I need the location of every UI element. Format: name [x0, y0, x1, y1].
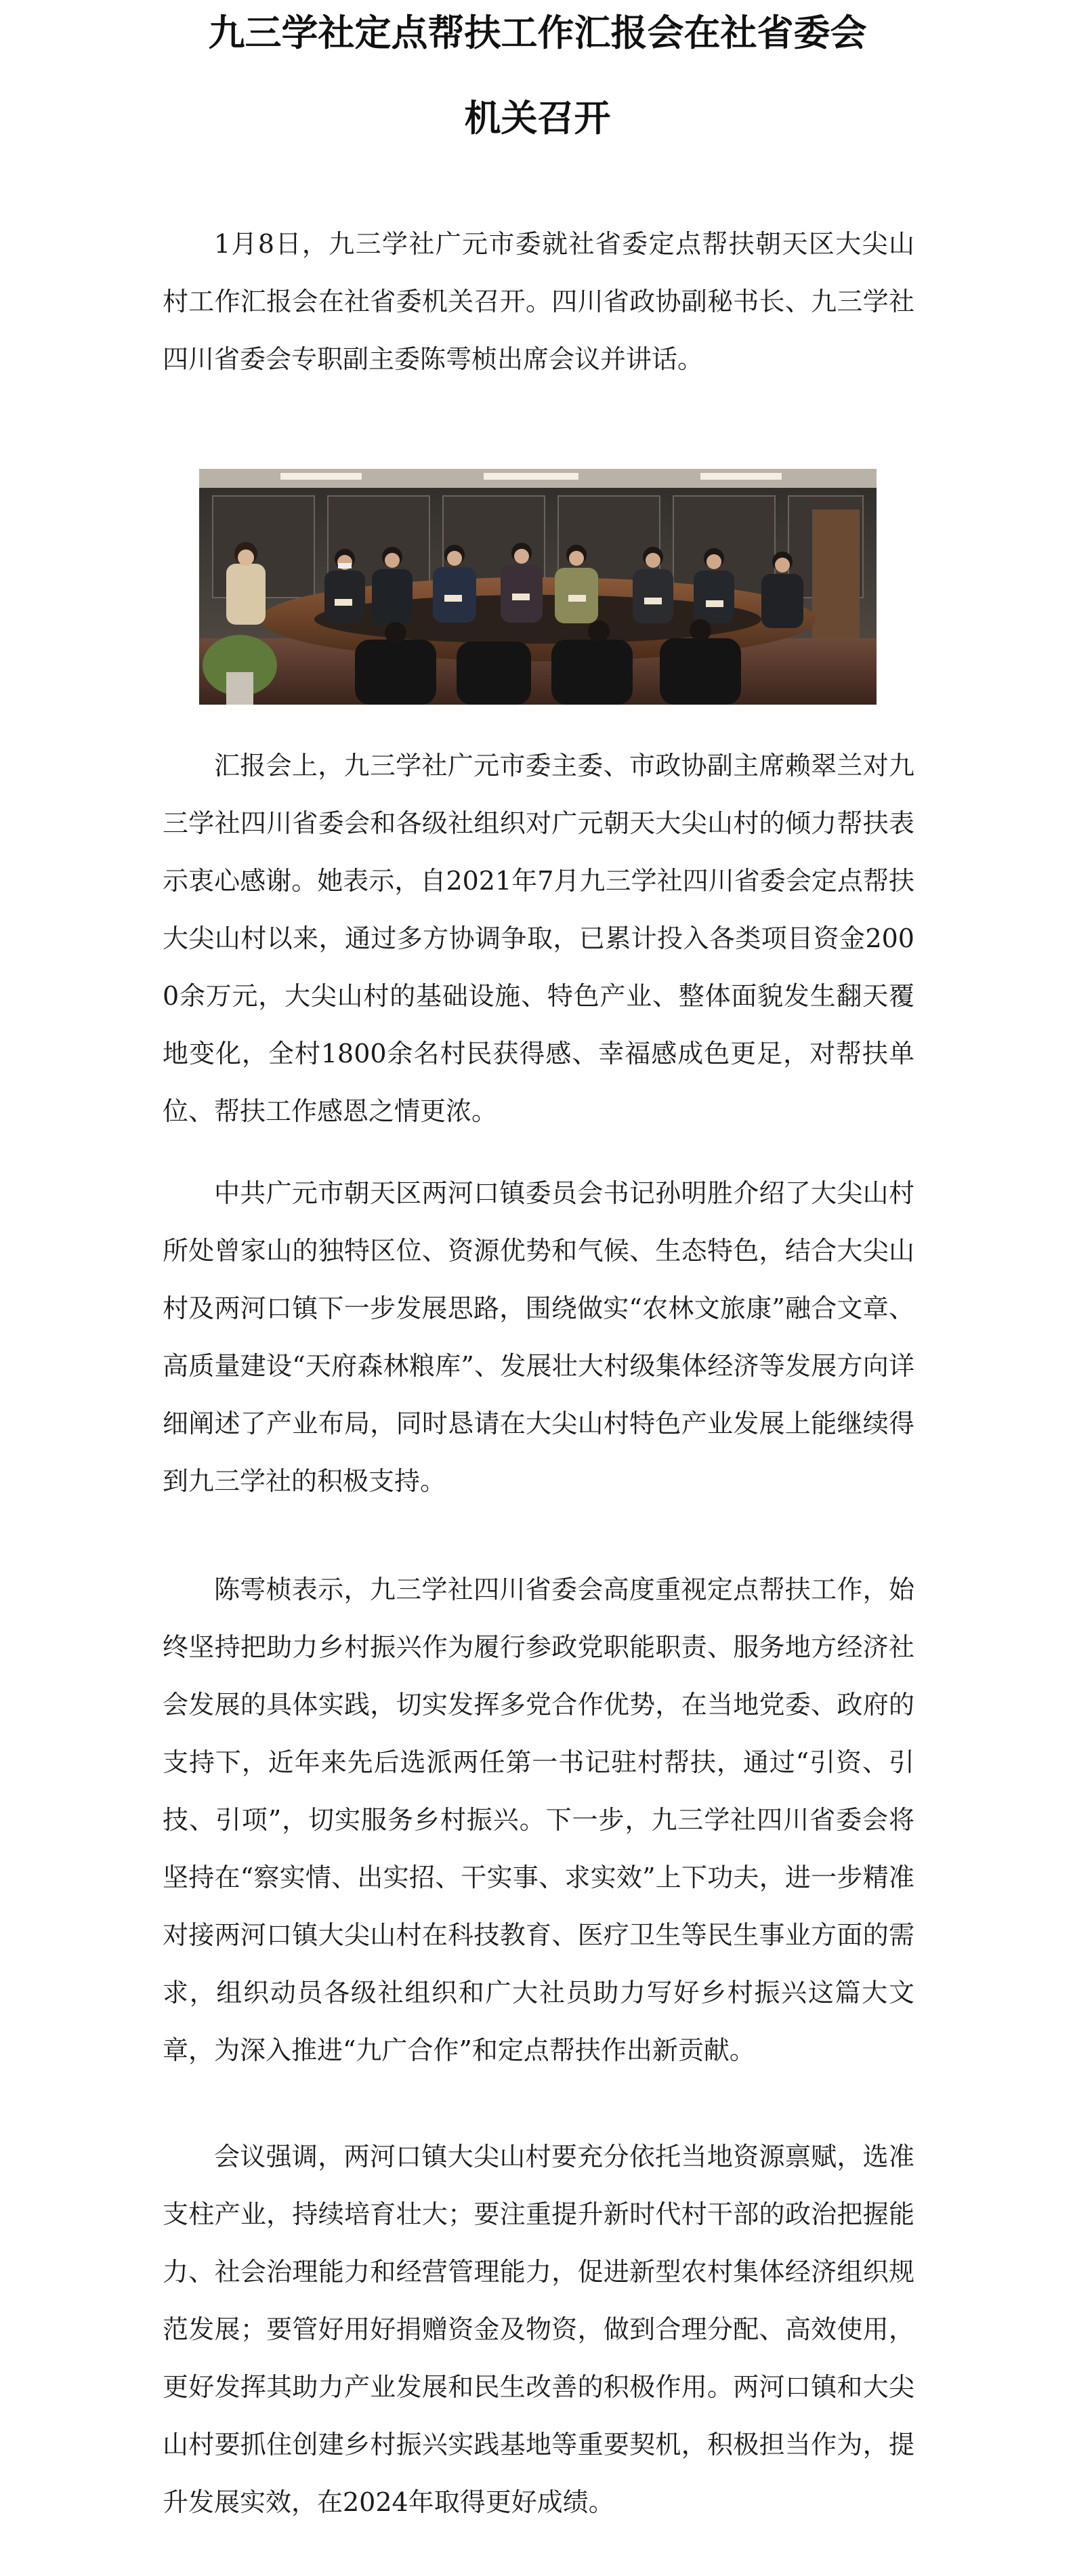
article-title-line-2: 机关召开	[464, 96, 611, 140]
article-paragraph-4: 陈雩桢表示，九三学社四川省委会高度重视定点帮扶工作，始终坚持把助力乡村振兴作为履行参政党职能职责、服务地方经济社会发展的具体实践，切实发挥多党合作优势，在当地党委、政府的支持下，近年来先后选派两任第一书记驻村帮扶，通过“引资、引技、引项”，切实服务乡村振兴。下一步，九三学社四川省委会将坚持在“察实情、出实招、干实事、求实效”上下功夫，进一步精准对接两河口镇大尖山村在科技教育、医疗卫生等民生事业方面的需求，组织动员各级社组织和广大社员助力写好乡村振兴这篇大文章，为深入推进“九广合作”和定点帮扶作出新贡献。	[163, 1575, 914, 2065]
article-paragraph-3: 中共广元市朝天区两河口镇委员会书记孙明胜介绍了大尖山村所处曾家山的独特区位、资源优势和气候、生态特色，结合大尖山村及两河口镇下一步发展思路，围绕做实“农林文旅康”融合文章、高质量建设“天府森林粮库”、发展壮大村级集体经济等发展方向详细阐述了产业布局，同时恳请在大尖山村特色产业发展上能继续得到九三学社的积极支持。	[163, 1178, 914, 1496]
article-paragraph-1: 1月8日，九三学社广元市委就社省委定点帮扶朝天区大尖山村工作汇报会在社省委机关召开。四川省政协副秘书长、九三学社四川省委会专职副主委陈雩桢出席会议并讲话。	[163, 229, 914, 374]
article-title-line-1: 九三学社定点帮扶工作汇报会在社省委会	[208, 11, 867, 54]
article-paragraph-2: 汇报会上，九三学社广元市委主委、市政协副主席赖翠兰对九三学社四川省委会和各级社组织对广元朝天大尖山村的倾力帮扶表示衷心感谢。她表示，自2021年7月九三学社四川省委会定点帮扶大尖山村以来，通过多方协调争取，已累计投入各类项目资金2000余万元，大尖山村的基础设施、特色产业、整体面貌发生翻天覆地变化，全村1800余名村民获得感、幸福感成色更足，对帮扶单位、帮扶工作感恩之情更浓。	[163, 751, 914, 1126]
article-paragraph-5: 会议强调，两河口镇大尖山村要充分依托当地资源禀赋，选准支柱产业，持续培育壮大；要注重提升新时代村干部的政治把握能力、社会治理能力和经营管理能力，促进新型农村集体经济组织规范发展；要管好用好捐赠资金及物资，做到合理分配、高效使用，更好发挥其助力产业发展和民生改善的积极作用。两河口镇和大尖山村要抓住创建乡村振兴实践基地等重要契机，积极担当作为，提升发展实效，在2024年取得更好成绩。	[163, 2142, 914, 2517]
meeting-photo	[199, 469, 877, 705]
